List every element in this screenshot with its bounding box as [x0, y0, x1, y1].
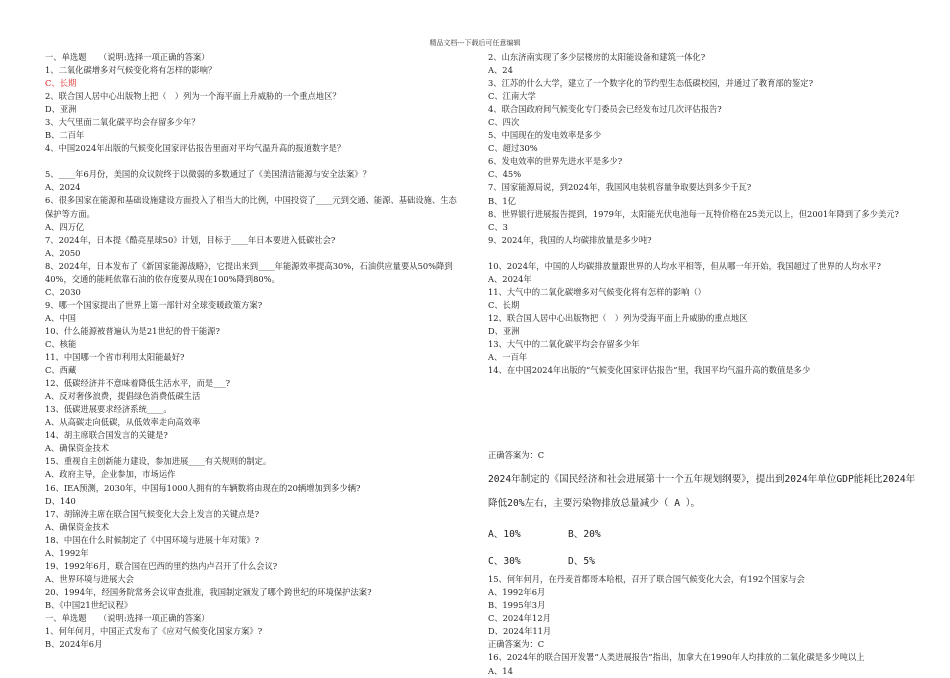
question: 1、何年何月，中国正式发布了《应对气候变化国家方案》? — [45, 626, 263, 637]
answer: B、1亿 — [488, 195, 516, 206]
answer: A、中国 — [45, 312, 76, 323]
answer: A、2024年 — [488, 273, 532, 284]
answer: A、14 — [488, 665, 513, 676]
question: 14、在中国2024年出版的“气候变化国家评估报告”里，我国平均气温升高的数值是多少 — [488, 365, 811, 376]
question: 20、1994年，经国务院常务会议审查批准，我国制定颁发了哪个跨世纪的环境保护法案? — [45, 586, 372, 597]
correct-answer: 正确答案为：C — [488, 450, 545, 461]
answer: D、140 — [45, 495, 76, 506]
question: 11、大气中的二氧化碳增多对气候变化将有怎样的影响（） — [488, 286, 706, 297]
answer: A、2050 — [45, 247, 81, 258]
question: 9、2024年，我国的人均碳排放量是多少吨? — [488, 234, 652, 245]
question: 12、低碳经济并不意味着降低生活水平，而是___? — [45, 378, 231, 389]
bold-question: 2024年制定的《国民经济和社会进展第十一个五年规划纲要》，提出到2024年单位GDP能耗比2024年降低20%左右，主要污染物排放总量减少（ A ）。 — [488, 474, 916, 510]
question: 5、____年6月份，美国的众议院终于以微弱的多数通过了《美国清洁能源与安全法案》？ — [45, 169, 371, 180]
left-column — [45, 51, 465, 651]
question: 10、什么能源被普遍认为是21世纪的骨干能源? — [45, 325, 220, 336]
answer: C、超过30% — [488, 143, 538, 154]
question: 14、胡主席联合国发言的关键是? — [45, 430, 168, 441]
option-b: B、20% — [568, 529, 601, 541]
answer: D、亚洲 — [45, 104, 77, 115]
question: 15、重视自主创新能力建设，参加进展____有关规则的制定。 — [45, 456, 272, 467]
answer: C、江南大学 — [488, 91, 536, 102]
answer: B、二百年 — [45, 130, 85, 141]
question: 7、国家能源局说，到2024年，我国风电装机容量争取要达到多少千瓦? — [488, 182, 752, 193]
option-d: D、5% — [568, 556, 595, 568]
question: 2、山东济南实现了多少层楼房的太阳能设备和建筑一体化? — [488, 52, 706, 62]
question: 6、发电效率的世界先进水平是多少? — [488, 156, 623, 167]
answer: C、2024年12月 — [488, 613, 551, 624]
question: 12、联合国人居中心出版物把（ ）列为受海平面上升威胁的重点地区 — [488, 312, 748, 323]
answer: C、四次 — [488, 117, 520, 128]
option-a: A、10% — [488, 529, 521, 541]
question: 17、胡锦涛主席在联合国气候变化大会上发言的关键点是? — [45, 508, 260, 519]
question: 16、2024年的联合国开发署“人类进展报告”指出，加拿大在1990年人均排放的二氧化碳是多少吨以上 — [488, 652, 865, 663]
question: 13、大气中的二氧化碳平均会存留多少年 — [488, 338, 640, 349]
answer: A、从高碳走向低碳，从低效率走向高效率 — [45, 417, 201, 428]
answer: D、亚洲 — [488, 325, 520, 336]
question: 7、2024年，日本提《酷亮星球50》计划，目标于____年日本要进入低碳社会? — [45, 234, 336, 245]
question: 8、2024年，日本发布了《新国家能源战略》，它提出来到____年能源效率提高30%，石油供应量要从50%降到40%，交通的能耗依靠石油的依存度要从现在100%降到80%。 — [45, 260, 453, 284]
answer: A、确保资金技术 — [45, 521, 110, 532]
answer: C、核能 — [45, 338, 77, 349]
section-heading: 一、单选题 （说明:选择一项正确的答案） — [45, 612, 210, 623]
question: 1、二氧化碳增多对气候变化将有怎样的影响？ — [45, 65, 217, 76]
question: 8、世界银行进展报告提到，1979年，太阳能光伏电池每一瓦特价格在25美元以上，但2001年降到了多少美元? — [488, 208, 899, 219]
question: 3、大气里面二氧化碳平均会存留多少年？ — [45, 117, 200, 128]
question: 19、1992年6月，联合国在巴西的里约热内卢召开了什么会议? — [45, 560, 278, 571]
question: 10、2024年，中国的人均碳排放量跟世界的人均水平相等，但从哪一年开始，我国超过了世界的人均水平? — [488, 260, 881, 271]
question: 9、哪一个国家提出了世界上第一部针对全球变暖政策方案? — [45, 299, 263, 310]
answer: A、1992年 — [45, 547, 89, 558]
answer: C、3 — [488, 221, 508, 232]
options-row — [488, 554, 918, 569]
answer: C、2030 — [45, 286, 81, 297]
answer: A、24 — [488, 65, 513, 76]
question: 16、IEA预测，2030年，中国每1000人拥有的车辆数将由现在的20辆增加到多少辆? — [45, 482, 361, 493]
answer: A、四万亿 — [45, 221, 85, 232]
question: 4、联合国政府间气候变化专门委员会已经发布过几次评估报告? — [488, 104, 722, 115]
options-row — [488, 527, 918, 542]
answer: D、2024年11月 — [488, 626, 552, 637]
answer: A、1992年6月 — [488, 587, 546, 598]
correct-answer: 正确答案为：C — [488, 639, 545, 650]
answer-highlighted: C、长期 — [45, 78, 77, 89]
question: 18、中国在什么时候制定了《中国环境与进展十年对策》? — [45, 534, 260, 545]
answer: A、世界环境与进展大会 — [45, 573, 134, 584]
page-header: 精品文档---下载后可任意编辑 — [429, 39, 521, 47]
question: 15、何年何月，在丹麦首都哥本哈根，召开了联合国气候变化大会，有192个国家与会 — [488, 574, 805, 585]
answer: A、反对奢侈浪费，提倡绿色消费低碳生活 — [45, 391, 201, 402]
question: 13、低碳进展要求经济系统____。 — [45, 404, 172, 415]
section-heading: 一、单选题 （说明:选择一项正确的答案） — [45, 52, 210, 62]
question: 3、江苏的什么大学，建立了一个数字化的节约型生态低碳校园，并通过了教育部的鉴定? — [488, 78, 814, 89]
answer: C、西藏 — [45, 365, 77, 376]
question: 4、中国2024年出版的气候变化国家评估报告里面对平均气温升高的报道数字是？ — [45, 143, 346, 154]
question: 6、很多国家在能源和基础设施建设方面投入了相当大的比例，中国投资了____元到交通、能源、基础设施、生态保护等方面。 — [45, 195, 457, 219]
option-c: C、30% — [488, 556, 521, 568]
answer: A、政府主导，企业参加，市场运作 — [45, 469, 176, 480]
answer: A、2024 — [45, 182, 81, 193]
answer: A、一百年 — [488, 352, 528, 363]
question: 2、联合国人居中心出版物上把（ ）列为一个海平面上升威胁的一个重点地区？ — [45, 91, 341, 102]
answer: B、《中国21世纪议程》 — [45, 599, 133, 610]
answer: A、确保资金技术 — [45, 443, 110, 454]
question: 11、中国哪一个省市利用太阳能最好? — [45, 352, 185, 363]
right-column — [488, 51, 918, 678]
answer: C、长期 — [488, 299, 520, 310]
answer: B、1995年3月 — [488, 600, 546, 611]
answer: C、45% — [488, 169, 522, 180]
answer: B、2024年6月 — [45, 639, 103, 650]
question: 5、中国现在的发电效率是多少 — [488, 130, 602, 141]
